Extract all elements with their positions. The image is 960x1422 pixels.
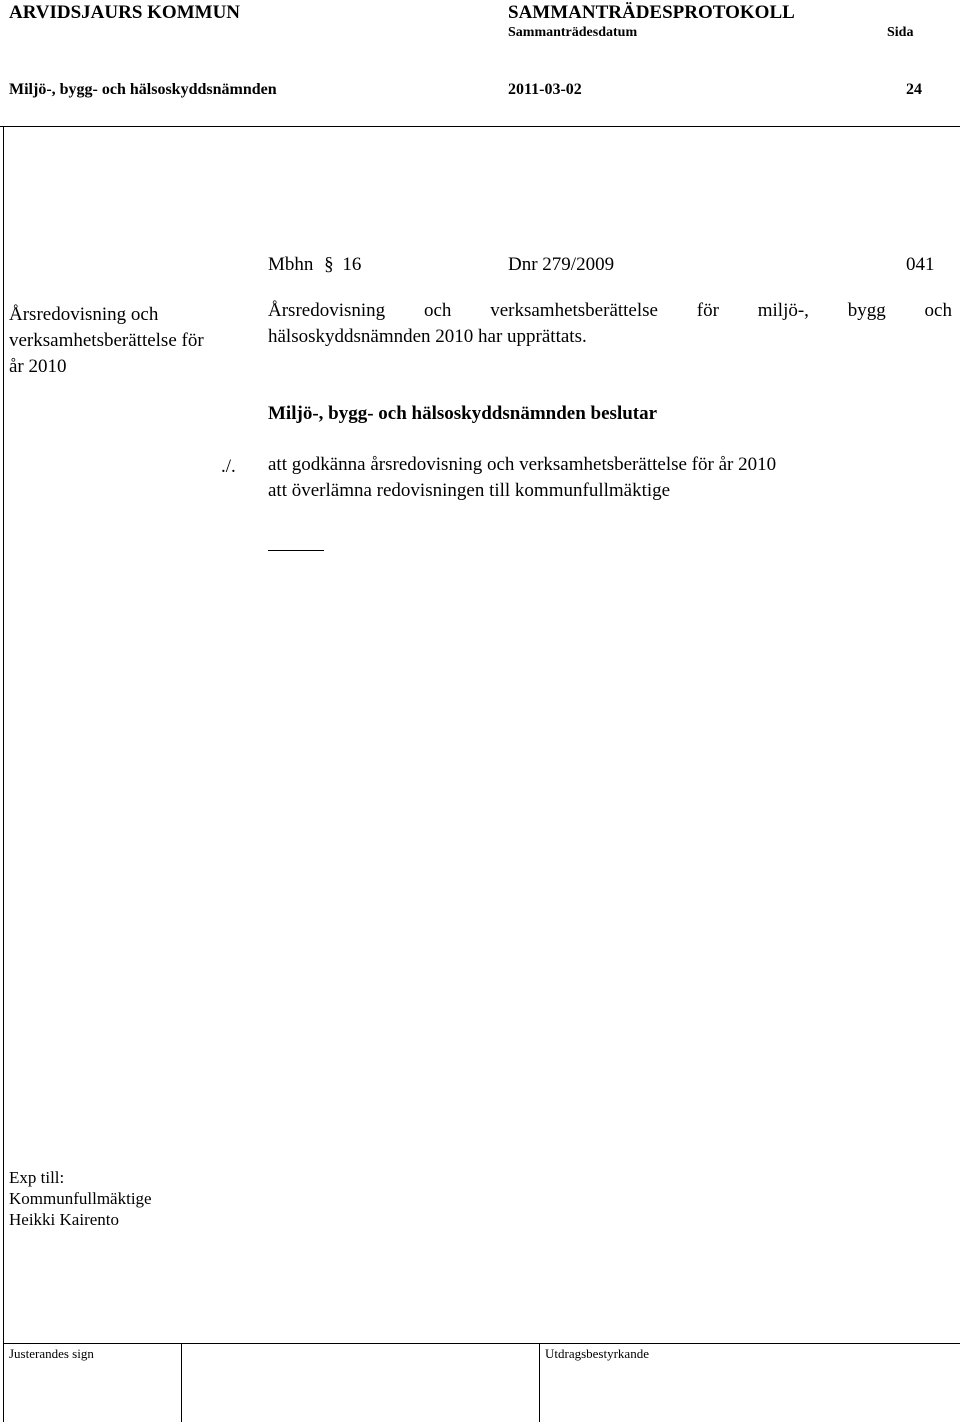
- diary-number: Dnr 279/2009: [508, 254, 615, 275]
- date-label: Sammanträdesdatum: [508, 25, 638, 40]
- item-text-line1: Årsredovisning och verksamhetsberättelse för miljö-, bygg och: [268, 300, 952, 321]
- footer-top-line: [3, 1343, 960, 1344]
- distribution-recipient: Heikki Kairento: [9, 1210, 119, 1229]
- side-title-line2: verksamhetsberättelse för: [9, 330, 204, 351]
- footer-divider-1: [181, 1343, 182, 1422]
- page-label: Sida: [887, 25, 914, 40]
- footer-divider-2: [539, 1343, 540, 1422]
- document-type: SAMMANTRÄDESPROTOKOLL: [508, 2, 795, 23]
- distribution-recipient: Kommunfullmäktige: [9, 1189, 152, 1208]
- section-prefix: Mbhn: [268, 254, 314, 275]
- justification-sign-label: Justerandes sign: [9, 1346, 94, 1361]
- side-title-line1: Årsredovisning och: [9, 304, 159, 325]
- continuation-marker: ./.: [221, 456, 236, 477]
- distribution-label: Exp till:: [9, 1168, 65, 1187]
- section-number: 16: [342, 254, 362, 275]
- frame-top-line: [0, 126, 960, 127]
- section-sign: §: [324, 254, 334, 275]
- item-text-line2: hälsoskyddsnämnden 2010 har upprättats.: [268, 326, 587, 347]
- end-rule: [268, 550, 324, 551]
- side-title-line3: år 2010: [9, 356, 67, 377]
- meeting-date: 2011-03-02: [508, 81, 582, 98]
- municipality-name: ARVIDSJAURS KOMMUN: [9, 2, 241, 23]
- page-number: 24: [906, 81, 922, 98]
- decision-item-2: att överlämna redovisningen till kommunfullmäktige: [268, 480, 671, 501]
- section-reference: [268, 254, 361, 276]
- decision-item-1: att godkänna årsredovisning och verksamhetsberättelse för år 2010: [268, 454, 777, 475]
- committee-name: Miljö-, bygg- och hälsoskyddsnämnden: [9, 81, 277, 98]
- extract-certification-label: Utdragsbestyrkande: [545, 1346, 649, 1361]
- decision-heading: Miljö-, bygg- och hälsoskyddsnämnden beslutar: [268, 403, 658, 424]
- classification-code: 041: [906, 254, 935, 275]
- frame-left-line: [3, 126, 4, 1422]
